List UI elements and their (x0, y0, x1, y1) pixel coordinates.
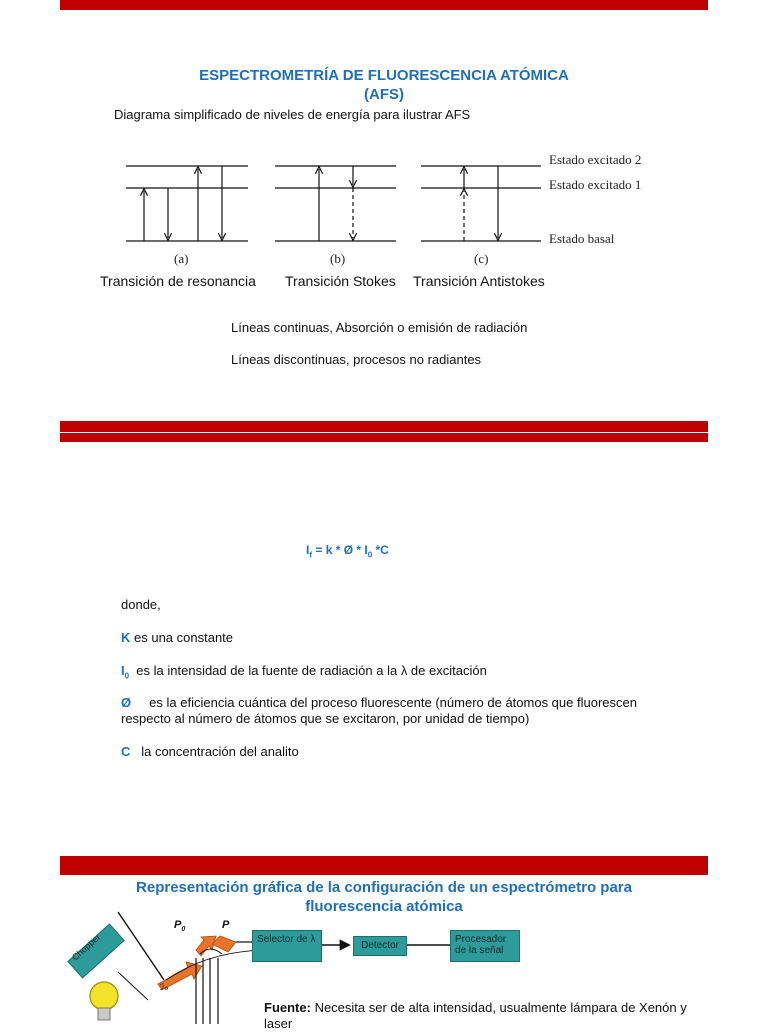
slide2-red-bar (60, 421, 708, 432)
caption-stokes: Transición Stokes (285, 273, 396, 289)
def-phi: Ø es la eficiencia cuántica del proceso fluorescente (número de átomos que fluorescen respecto al número de átomos que se excitaron, por unidad de tiempo) (121, 695, 641, 726)
p0-label: $P_0$ (174, 919, 186, 934)
fluorescence-formula: $I_f = k$ * Ø * $I_0$ *C (306, 543, 389, 560)
detector-box: Detector (353, 936, 407, 956)
panel-label-a: (a) (174, 251, 189, 266)
note-continuous-lines: Líneas continuas, Absorción o emisión de radiación (231, 320, 528, 335)
fuente-note: Fuente: Necesita ser de alta intensidad, usualmente lámpara de Xenón y laser (264, 1000, 687, 1031)
panel-label-b: (b) (330, 251, 346, 266)
donde-label: donde, (121, 597, 161, 612)
processor-box: Procesador de la señal (450, 930, 520, 962)
level-label-excited-1: Estado excitado 1 (549, 177, 642, 192)
note-dashed-lines: Líneas discontinuas, procesos no radiantes (231, 352, 482, 367)
def-c: C la concentración del analito (121, 744, 299, 759)
caption-antistokes: Transición Antistokes (413, 273, 545, 289)
level-label-ground: Estado basal (549, 231, 615, 246)
def-k: K es una constante (121, 630, 234, 645)
slide2-red-bar-2 (60, 433, 708, 442)
lamp-icon (90, 982, 118, 1010)
panel-label-c: (c) (474, 251, 489, 266)
selector-box: Selector de λ (252, 930, 322, 962)
slide3-title-line1: Representación gráfica de la configuración de un espectrómetro para (136, 879, 632, 896)
oo-label: ℐℴ (160, 982, 169, 992)
slide1-title-line2: (AFS) (364, 86, 404, 103)
slide3-title-line2: fluorescencia atómica (305, 898, 463, 915)
slide1-title (60, 66, 708, 104)
orange-arrow-2 (196, 936, 216, 956)
caption-resonance: Transición de resonancia (100, 273, 256, 289)
slide1-subtitle: Diagrama simplificado de niveles de energía para ilustrar AFS (114, 107, 471, 122)
p-label: P (222, 919, 230, 931)
slide3-red-bar (60, 856, 708, 875)
slide1-title-line1: ESPECTROMETRÍA DE FLUORESCENCIA ATÓMICA (199, 67, 569, 84)
chopper-label: Chopper (70, 931, 103, 963)
def-i0: $I_0$ es la intensidad de la fuente de radiación a la λ de excitación (121, 663, 487, 681)
level-label-excited-2: Estado excitado 2 (549, 152, 642, 167)
top-red-bar (60, 0, 708, 10)
